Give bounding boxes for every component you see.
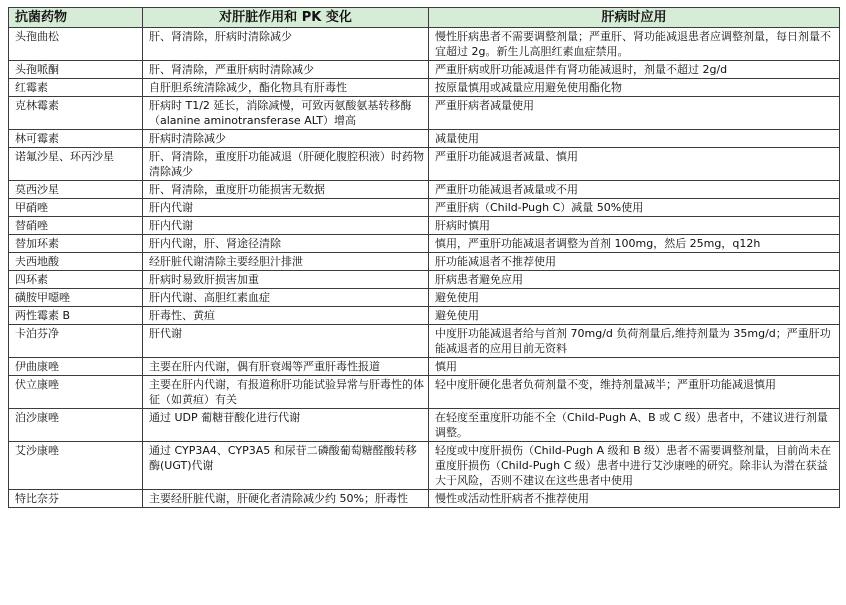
drug-name-cell: 夫西地酸 [9, 253, 143, 271]
table-header-row [9, 8, 840, 28]
liver-usage-cell: 严重肝病或肝功能减退伴有肾功能减退时，剂量不超过 2g/d [429, 61, 840, 79]
liver-usage-cell: 轻中度肝硬化患者负荷剂量不变，维持剂量减半；严重肝功能减退慎用 [429, 376, 840, 409]
pk-change-cell: 肝、肾清除，严重肝病时清除减少 [143, 61, 429, 79]
drug-name-cell: 卡泊芬净 [9, 325, 143, 358]
liver-usage-cell: 按原量慎用或减量应用避免使用酯化物 [429, 79, 840, 97]
table-row [9, 253, 840, 271]
liver-usage-cell: 严重肝功能减退者减量、慎用 [429, 148, 840, 181]
pk-change-cell: 主要经肝脏代谢，肝硬化者清除减少约 50%；肝毒性 [143, 490, 429, 508]
table-row [9, 130, 840, 148]
drug-name-cell: 头孢哌酮 [9, 61, 143, 79]
drug-name-cell: 两性霉素 B [9, 307, 143, 325]
drug-name-cell: 克林霉素 [9, 97, 143, 130]
table-row [9, 325, 840, 358]
pk-change-cell: 主要在肝内代谢，有报道称肝功能试验异常与肝毒性的体征（如黄疸）有关 [143, 376, 429, 409]
drug-name-cell: 磺胺甲噁唑 [9, 289, 143, 307]
pk-change-cell: 肝、肾清除，重度肝功能损害无数据 [143, 181, 429, 199]
header-pk-change: 对肝脏作用和 PK 变化 [143, 8, 429, 28]
table-row [9, 199, 840, 217]
liver-usage-cell: 减量使用 [429, 130, 840, 148]
pk-change-cell: 通过 CYP3A4、CYP3A5 和尿苷二磷酸葡萄糖醛酸转移酶(UGT)代谢 [143, 442, 429, 490]
drug-name-cell: 泊沙康唑 [9, 409, 143, 442]
liver-usage-cell: 慢性或活动性肝病者不推荐使用 [429, 490, 840, 508]
drug-name-cell: 伏立康唑 [9, 376, 143, 409]
drug-name-cell: 四环素 [9, 271, 143, 289]
liver-usage-cell: 严重肝病（Child-Pugh C）减量 50%使用 [429, 199, 840, 217]
pk-change-cell: 经肝脏代谢清除主要经胆汁排泄 [143, 253, 429, 271]
table-row [9, 289, 840, 307]
table-row [9, 217, 840, 235]
pk-change-cell: 通过 UDP 葡糖苷酸化进行代谢 [143, 409, 429, 442]
header-liver-usage: 肝病时应用 [429, 8, 840, 28]
table-row [9, 490, 840, 508]
liver-usage-cell: 中度肝功能减退者给与首剂 70mg/d 负荷剂量后,维持剂量为 35mg/d；严重肝功能减退者的应用目前无资料 [429, 325, 840, 358]
drug-name-cell: 林可霉素 [9, 130, 143, 148]
pk-change-cell: 肝病时 T1/2 延长，消除减慢，可致丙氨酸氨基转移酶（alanine aminotransferase ALT）增高 [143, 97, 429, 130]
pk-change-cell: 肝内代谢、高胆红素血症 [143, 289, 429, 307]
drug-name-cell: 伊曲康唑 [9, 358, 143, 376]
table-row [9, 61, 840, 79]
table-row [9, 376, 840, 409]
drug-name-cell: 替硝唑 [9, 217, 143, 235]
antibiotic-liver-table [8, 7, 840, 508]
pk-change-cell: 肝病时易致肝损害加重 [143, 271, 429, 289]
liver-usage-cell: 避免使用 [429, 307, 840, 325]
liver-usage-cell: 严重肝病者减量使用 [429, 97, 840, 130]
table-row [9, 271, 840, 289]
drug-name-cell: 甲硝唑 [9, 199, 143, 217]
drug-name-cell: 头孢曲松 [9, 28, 143, 61]
pk-change-cell: 肝毒性、黄疸 [143, 307, 429, 325]
liver-usage-cell: 肝病时慎用 [429, 217, 840, 235]
drug-name-cell: 替加环素 [9, 235, 143, 253]
table-row [9, 442, 840, 490]
liver-usage-cell: 肝功能减退者不推荐使用 [429, 253, 840, 271]
header-drug: 抗菌药物 [9, 8, 143, 28]
table-row [9, 79, 840, 97]
drug-name-cell: 莫西沙星 [9, 181, 143, 199]
pk-change-cell: 肝内代谢，肝、肾途径清除 [143, 235, 429, 253]
pk-change-cell: 自肝胆系统清除减少，酯化物具有肝毒性 [143, 79, 429, 97]
liver-usage-cell: 慢性肝病患者不需要调整剂量；严重肝、肾功能减退患者应调整剂量，每日剂量不宜超过 2g。新生儿高胆红素血症禁用。 [429, 28, 840, 61]
pk-change-cell: 肝代谢 [143, 325, 429, 358]
drug-name-cell: 红霉素 [9, 79, 143, 97]
liver-usage-cell: 慎用，严重肝功能减退者调整为首剂 100mg，然后 25mg，q12h [429, 235, 840, 253]
liver-usage-cell: 在轻度至重度肝功能不全（Child-Pugh A、B 或 C 级）患者中，不建议进行剂量调整。 [429, 409, 840, 442]
drug-name-cell: 诺氟沙星、环丙沙星 [9, 148, 143, 181]
liver-usage-cell: 轻度或中度肝损伤（Child-Pugh A 级和 B 级）患者不需要调整剂量，目前尚未在重度肝损伤（Child-Pugh C 级）患者中进行艾沙康唑的研究。除非认为潜在获益大于风险，否则不建议在这些患者中使用 [429, 442, 840, 490]
liver-usage-cell: 避免使用 [429, 289, 840, 307]
pk-change-cell: 肝内代谢 [143, 199, 429, 217]
pk-change-cell: 主要在肝内代谢，偶有肝衰竭等严重肝毒性报道 [143, 358, 429, 376]
table-row [9, 409, 840, 442]
drug-name-cell: 艾沙康唑 [9, 442, 143, 490]
liver-usage-cell: 肝病患者避免应用 [429, 271, 840, 289]
table-row [9, 148, 840, 181]
table-row [9, 235, 840, 253]
table-row [9, 307, 840, 325]
drug-name-cell: 特比奈芬 [9, 490, 143, 508]
liver-usage-cell: 慎用 [429, 358, 840, 376]
table-row [9, 28, 840, 61]
table-row [9, 97, 840, 130]
pk-change-cell: 肝、肾清除，重度肝功能减退（肝硬化腹腔积液）时药物清除减少 [143, 148, 429, 181]
table-row [9, 358, 840, 376]
pk-change-cell: 肝病时清除减少 [143, 130, 429, 148]
liver-usage-cell: 严重肝功能减退者减量或不用 [429, 181, 840, 199]
pk-change-cell: 肝、肾清除，肝病时清除减少 [143, 28, 429, 61]
table-row [9, 181, 840, 199]
pk-change-cell: 肝内代谢 [143, 217, 429, 235]
